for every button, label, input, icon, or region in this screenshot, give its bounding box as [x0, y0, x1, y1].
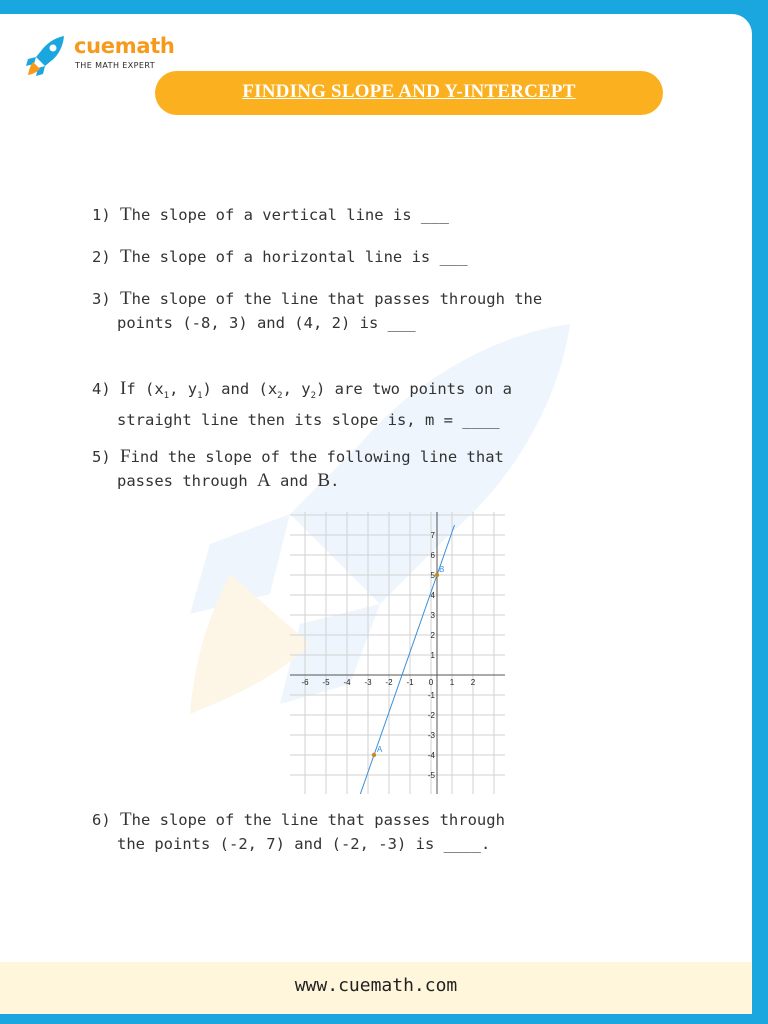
y-tick-label: -2 [427, 711, 435, 720]
point-a-marker [372, 753, 376, 757]
x-tick-label: 0 [428, 678, 434, 687]
y-tick-label: 3 [430, 611, 435, 620]
question-text: he slope of the line that passes through [131, 811, 505, 829]
question-text-and: and [270, 472, 318, 490]
question-text-period: . [330, 472, 340, 490]
rocket-logo-icon [24, 32, 70, 78]
question-3 [92, 287, 542, 335]
question-text: f ($x_1$, $y_1$) and ($x_2$, $y_2$) are two points on a [126, 380, 512, 402]
x-tick-label: -6 [301, 678, 309, 687]
question-initial: T [120, 288, 132, 309]
x-axis-ticks [301, 678, 475, 687]
y-tick-label: -4 [427, 751, 435, 760]
question-number: 5) [92, 448, 111, 466]
question-text-continued: the points (-2, 7) and (-2, -3) is ____. [117, 835, 491, 853]
y-tick-label: 1 [430, 651, 435, 660]
question-text-continued: points (-8, 3) and (4, 2) is ___ [117, 314, 416, 332]
question-6 [92, 808, 505, 856]
cuemath-logo [24, 32, 175, 82]
question-initial: I [120, 378, 127, 399]
coordinate-graph [290, 512, 505, 794]
question-text-continued: straight line then its slope is, m = ____ [117, 411, 500, 430]
question-4 [92, 377, 512, 432]
question-2 [92, 245, 468, 269]
question-number: 1) [92, 206, 111, 224]
question-text: ind the slope of the following line that [130, 448, 504, 466]
question-number: 2) [92, 248, 111, 266]
point-b-label: B [317, 470, 331, 491]
question-text-continued: passes through [117, 472, 257, 490]
x-tick-label: 2 [470, 678, 476, 687]
question-initial: T [120, 204, 132, 225]
question-text: he slope of a horizontal line is ___ [131, 248, 468, 266]
bottom-frame-strip [0, 1014, 768, 1024]
x-tick-label: -1 [406, 678, 414, 687]
y-tick-label: 4 [430, 591, 435, 600]
title-banner [155, 71, 663, 115]
point-a-label: A [256, 470, 271, 491]
question-initial: T [120, 246, 132, 267]
y-tick-label: 6 [430, 551, 435, 560]
graph-grid [290, 512, 505, 794]
y-tick-label: -3 [427, 731, 435, 740]
worksheet-page [0, 14, 752, 1014]
x-tick-label: 1 [449, 678, 455, 687]
y-tick-label: -1 [427, 691, 435, 700]
x-tick-label: -3 [364, 678, 372, 687]
x-tick-label: -2 [385, 678, 393, 687]
question-text: he slope of the line that passes through the [131, 290, 543, 308]
footer-url[interactable]: www.cuemath.com [294, 975, 458, 996]
question-initial: F [120, 446, 131, 467]
footer-band [0, 962, 752, 1014]
y-tick-label: 2 [430, 631, 435, 640]
y-tick-label: 5 [430, 571, 435, 580]
question-initial: T [120, 809, 132, 830]
point-a-graph-label: A [377, 745, 383, 754]
point-b-graph-label: B [439, 565, 445, 574]
question-number: 3) [92, 290, 111, 308]
brand-tagline: THE MATH EXPERT [75, 61, 155, 70]
question-5 [92, 445, 504, 493]
graph-plot [360, 525, 455, 794]
question-1 [92, 203, 449, 227]
y-tick-label: -5 [427, 771, 435, 780]
question-text: he slope of a vertical line is ___ [131, 206, 449, 224]
x-tick-label: -4 [343, 678, 351, 687]
question-number: 4) [92, 380, 111, 398]
x-tick-label: -5 [322, 678, 330, 687]
question-number: 6) [92, 811, 111, 829]
y-tick-label: 7 [430, 531, 435, 540]
brand-name: cuemath [74, 34, 175, 58]
page-title: FINDING SLOPE AND Y-INTERCEPT [242, 81, 576, 102]
